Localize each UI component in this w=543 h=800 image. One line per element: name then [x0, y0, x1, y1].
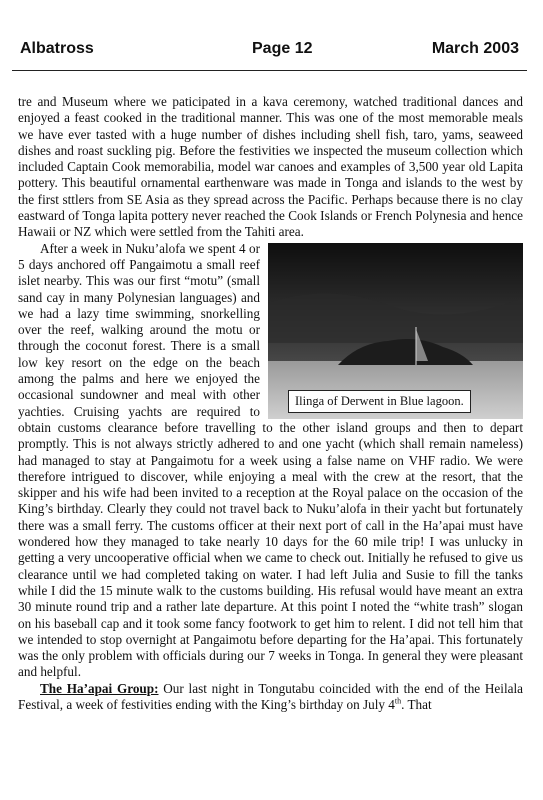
article-body	[18, 94, 523, 713]
photo-figure	[268, 243, 523, 419]
issue-date: March 2003	[431, 40, 519, 57]
section-heading: The Ha’apai Group:	[40, 680, 159, 696]
paragraph-pangaimotu: After a week in Nuku’alofa we spent 4 or 5 days anchored off Pangaimotu a small reef islet nearby. This was our first “motu” (small sand cay in many Polynesian languages) and we had a lazy time swimming, snorkelling over the reef, walking around the motu or through the coconut forest. There is a small low key resort on the edge on the beach among the palms and here we enjoyed the occasional sundowner and meal with other yachties. Cruising yachts are required to obtain customs clearance before travelling to the other island groups and then to depart promptly. This is not always strictly adhered to and one yacht (which shall remain nameless) had managed to stay at Pangaimotu for a week using a false name on VHF radio. We were therefore intrigued to discover, while enjoying a meal with the crew at the resort, that the skipper and his wife had been invited to a reception at the Royal palace on the occasion of the King’s birthday. Clearly they could not travel back to Nuku’alofa in their yacht but fortunately there was a small ferry. The customs officer at their next port of call in the Ha’apai must have wondered how they managed to take nearly 10 days for the 60 mile trip! I was unlucky in getting a very uncooperative official when we came to check out. Initially he refused to give us clearance until we had completed taking on water. I had left Julia and Susie to fill the tanks while I did the 15 minute walk to the customs building. His refusal would have meant an extra 30 minute round trip and a rather late departure. At this point I noted the “white trash” slogan on his baseball cap and it took some fancy footwork to get him to relent. I did not tell him that we intended to stop overnight at Pangaimotu before departing for the Ha’apai. This fortunately was the only problem with officials during our 7 weeks in Tonga. In general they were pleasant and helpful.	[18, 240, 523, 680]
page-header	[16, 40, 527, 64]
section-text-end: . That	[401, 696, 432, 712]
header-rule	[12, 70, 527, 71]
paragraph-haapai	[18, 681, 523, 714]
photo-caption: Ilinga of Derwent in Blue lagoon.	[288, 390, 471, 412]
ordinal-suffix: th	[394, 696, 402, 706]
page-number: Page 12	[252, 40, 313, 57]
paragraph-with-figure	[18, 241, 523, 681]
paragraph-intro: tre and Museum where we paticipated in a kava ceremony, watched traditional dances and enjoyed a feast cooked in the traditional manner. This was one of the most memorable meals we have ever tasted with a huge number of dishes including shell fish, taro, yams, seaweed dishes and roast suckling pig. Before the festivities we inspected the museum collection which included Captain Cook memorabilia, model war canoes and examples of 3,500 year old Lapita pottery. This beautiful ornamental earthenware was made in Tonga and islands to the west by the first sttlers from SE Asia as they spread across the Pacific. Perhaps because there is no clay eastward of Tonga lapita pottery never reached the Cook Islands or French Polynesia and hence Hawaii or NZ which were settled from the Tahiti area.	[18, 94, 523, 240]
publication-name: Albatross	[20, 40, 94, 57]
section-text: Our last night in Tongutabu coincided with the end of the Heilala Festival, a week of festivities ending with the King’s birthday on July 4	[18, 680, 523, 712]
